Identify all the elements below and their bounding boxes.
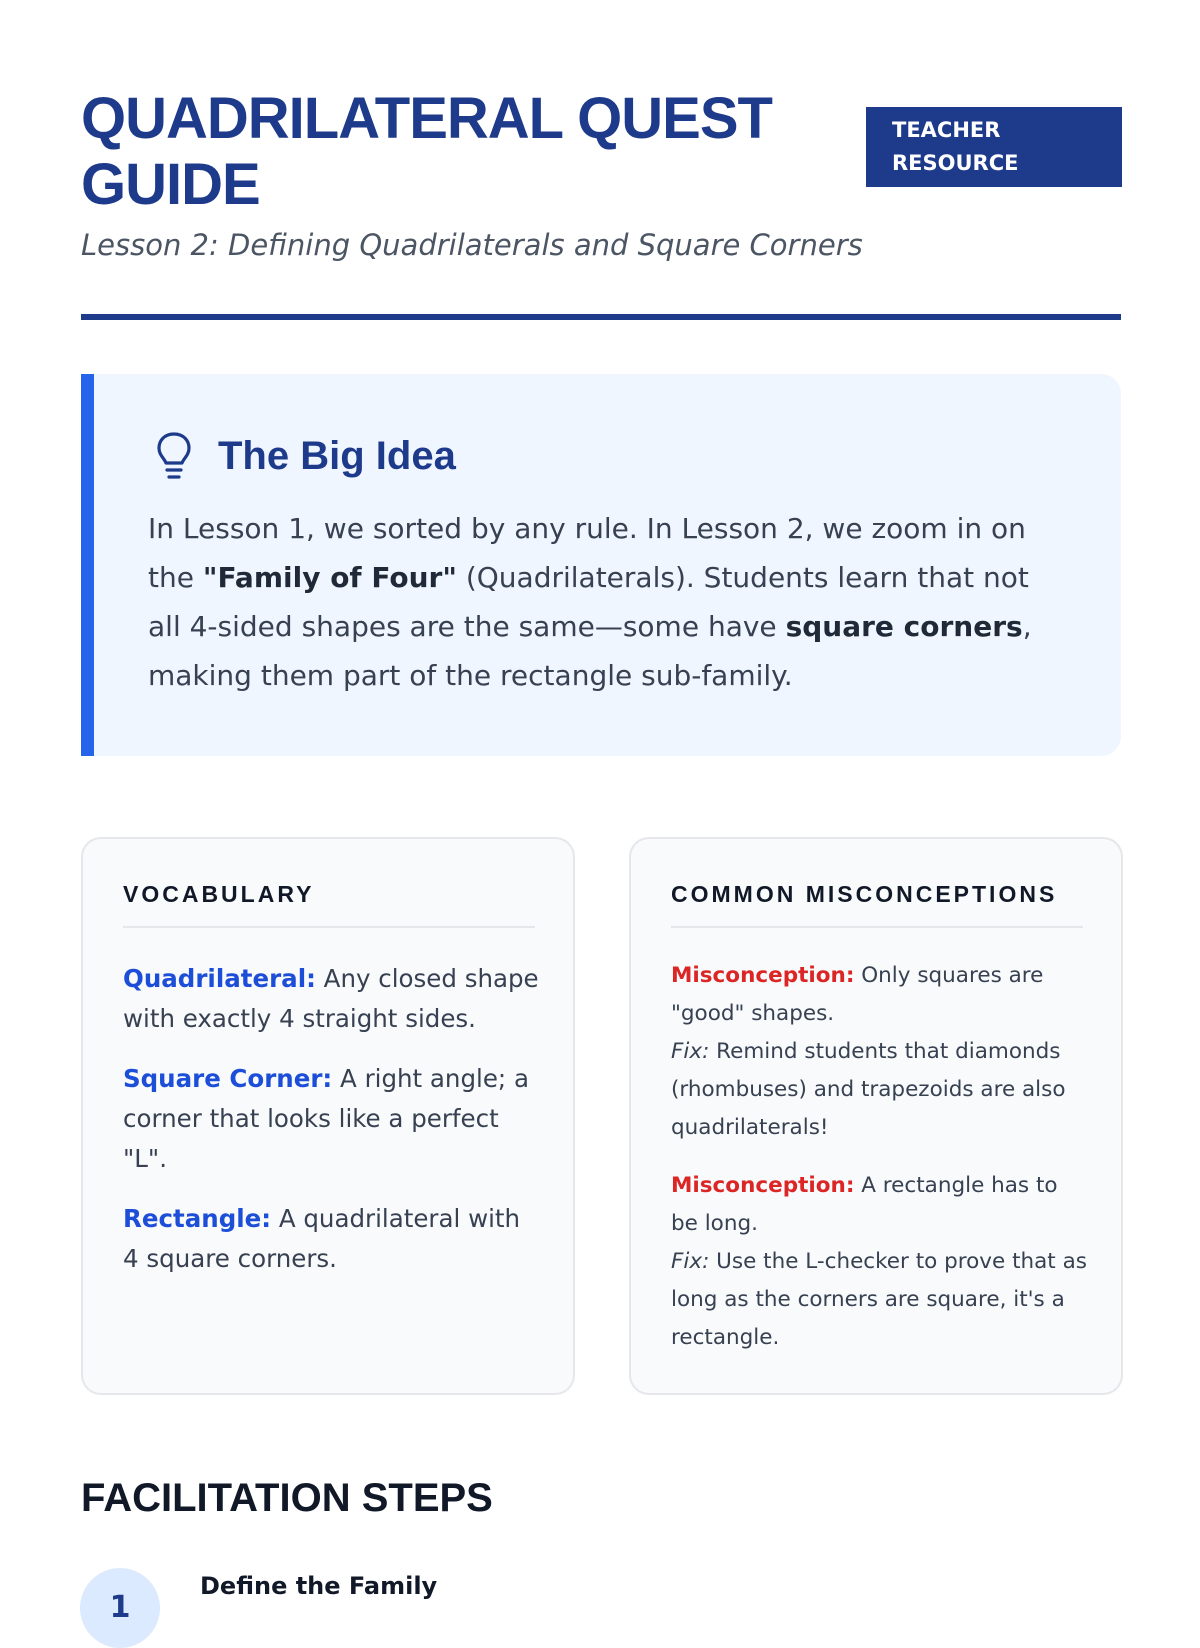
document-header [81,86,1121,218]
vocabulary-heading: VOCABULARY [123,881,535,928]
fix-text: Remind students that diamonds (rhombuses) and trapezoids are also quadrilaterals! [671,1039,1066,1140]
big-idea-emphasis: "Family of Four" [202,561,457,594]
misconception-item [671,1167,1091,1357]
misconception-text: Only squares are "good" shapes. [671,963,1044,1026]
vocabulary-term: Rectangle: [123,1204,272,1233]
misconceptions-card [629,837,1123,1395]
vocabulary-item [123,959,543,1039]
vocabulary-item [123,1059,543,1179]
resource-badge: TEACHER RESOURCE [866,107,1122,187]
big-idea-text-part: (Quadrilaterals). Students learn that not all 4-sided shapes are the same—some have [148,561,1029,643]
fix-label: Fix: [671,1039,710,1064]
fix-text: Use the L-checker to prove that as long as the corners are square, it's a rectangle. [671,1249,1087,1350]
misconception-label: Misconception: [671,963,855,988]
lightbulb-icon [154,430,194,482]
big-idea-title: The Big Idea [218,433,456,478]
page-subtitle: Lesson 2: Defining Quadrilaterals and Square Corners [81,228,863,262]
big-idea-text [148,504,1048,700]
step-number-badge: 1 [80,1568,160,1648]
step-title: Define the Family [200,1572,438,1600]
misconception-item [671,957,1091,1147]
vocabulary-definition: A quadrilateral with 4 square corners. [123,1204,521,1273]
big-idea-emphasis: square corners [785,610,1023,643]
misconceptions-list [671,957,1091,1377]
big-idea-text-part: , making them part of the rectangle sub-family. [148,610,1032,692]
vocabulary-definition: Any closed shape with exactly 4 straight sides. [123,964,539,1033]
misconception-label: Misconception: [671,1173,855,1198]
misconception-text: A rectangle has to be long. [671,1173,1058,1236]
misconceptions-heading: COMMON MISCONCEPTIONS [671,881,1083,928]
big-idea-text-part: In Lesson 1, we sorted by any rule. In Lesson 2, we zoom in on the [148,512,1026,594]
vocabulary-definition: A right angle; a corner that looks like a perfect "L". [123,1064,529,1173]
page-title: QUADRILATERAL QUEST GUIDE [81,86,772,217]
vocabulary-item [123,1199,543,1279]
vocabulary-term: Quadrilateral: [123,964,316,993]
big-idea-callout [81,374,1121,756]
big-idea-header [154,430,456,482]
header-divider [81,314,1121,320]
fix-label: Fix: [671,1249,710,1274]
vocabulary-card [81,837,575,1395]
vocabulary-term: Square Corner: [123,1064,333,1093]
vocabulary-list [123,959,543,1299]
facilitation-heading: FACILITATION STEPS [81,1476,493,1520]
